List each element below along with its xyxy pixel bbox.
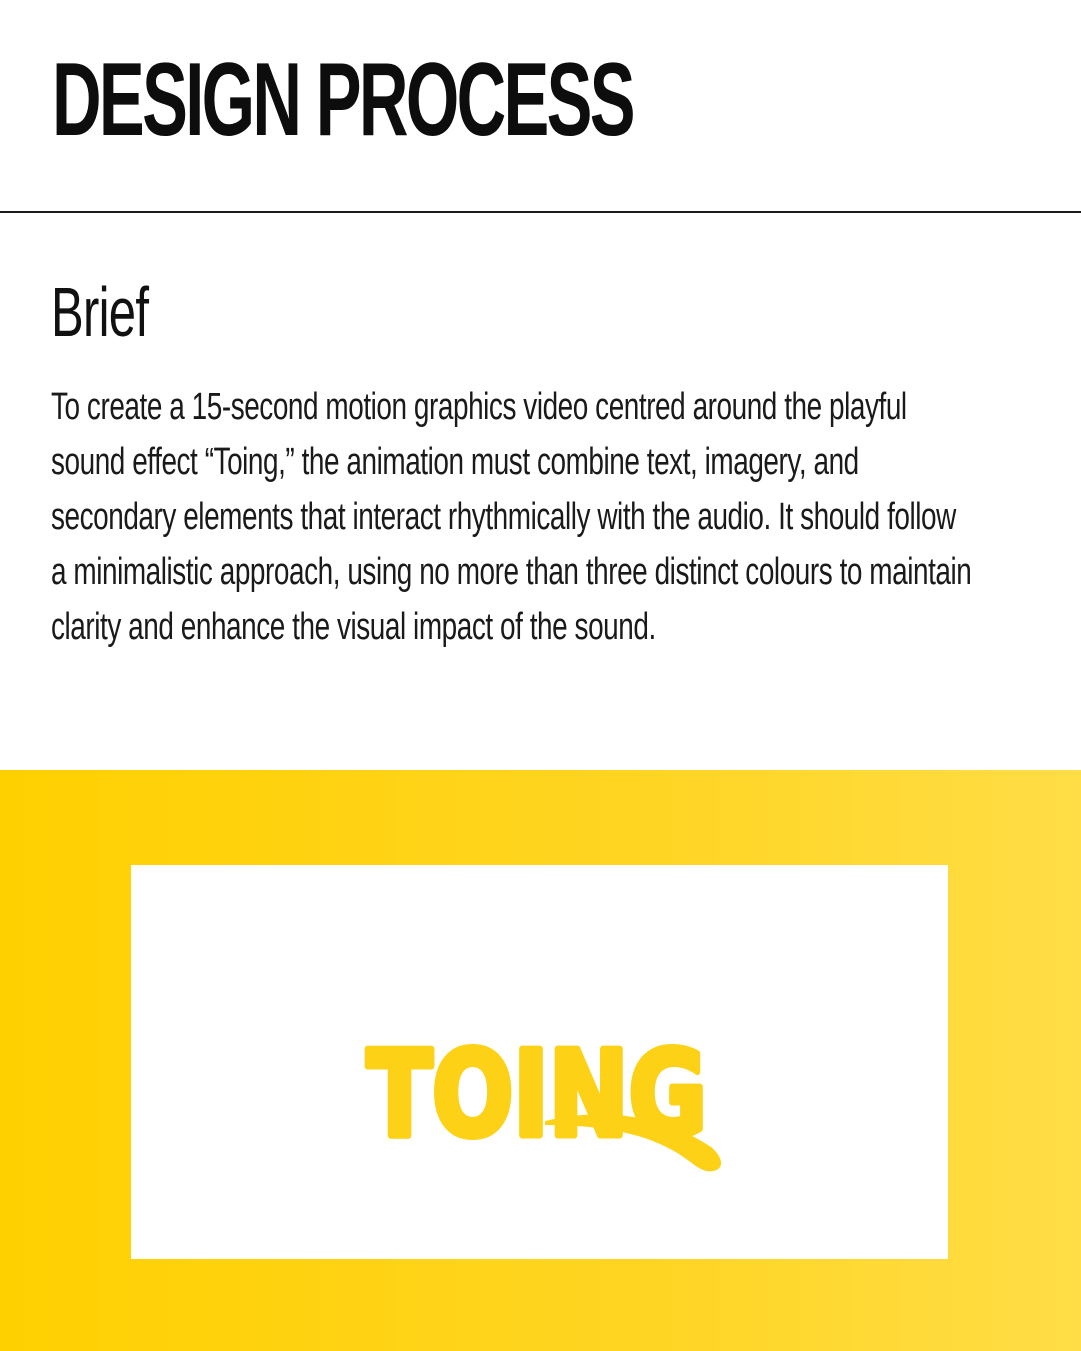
title-divider xyxy=(0,211,1081,213)
brief-text: To create a 15-second motion graphics video centred around the playful sound effect “Toing,” the animation must combine text, imagery, and secondary elements that interact rhythmically with the audio. It should follow a minimalistic approach, using no more than three distinct colours to maintain clarity and enhance the visual impact of the sound. xyxy=(51,386,972,648)
toing-logo-graphic xyxy=(363,985,733,1185)
showcase-panel xyxy=(0,770,1081,1351)
page-title: DESIGN PROCESS xyxy=(52,42,633,158)
brief-heading: Brief xyxy=(51,273,149,351)
logo-artboard xyxy=(131,865,948,1259)
toing-logo-wordmark: TOING xyxy=(367,1025,707,1163)
toing-logo xyxy=(363,985,733,1185)
